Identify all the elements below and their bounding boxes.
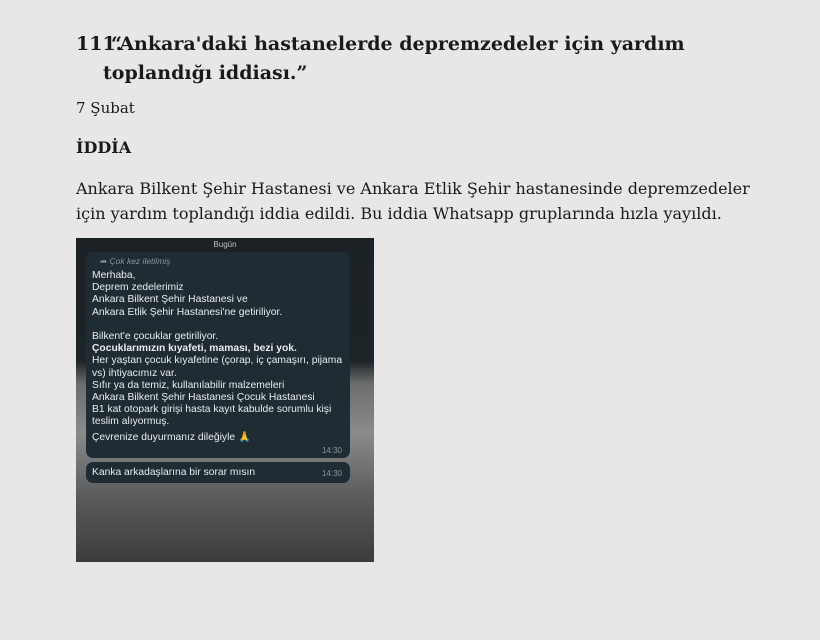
- whatsapp-screenshot: [76, 238, 374, 562]
- reply-bubble: [86, 462, 350, 483]
- heading-line-2: toplandığı iddiası.”: [103, 62, 308, 84]
- message-line: Ankara Etlik Şehir Hastanesi'ne getiriliyor.: [92, 306, 283, 318]
- forwarded-text: Çok kez iletilmiş: [109, 256, 171, 266]
- claim-paragraph: Ankara Bilkent Şehir Hastanesi ve Ankara Etlik Şehir hastanesinde depremzedeler için yardım toplandığı iddia edildi. Bu iddia Whatsapp gruplarında hızla yayıldı.: [76, 179, 750, 223]
- message-line: Her yaştan çocuk kıyafetine (çorap, iç çamaşırı, pijama vs) ihtiyacımız var.: [92, 355, 343, 379]
- message-text: [92, 270, 344, 444]
- message-line: Deprem zedelerimiz: [92, 282, 184, 294]
- reply-time: 14:30: [321, 468, 342, 478]
- message-line: Sıfır ya da temiz, kullanılabilir malzemeleri: [92, 379, 285, 391]
- forward-icon: ➦: [100, 256, 110, 266]
- message-line: Çevrenize duyurmanız dileğiyle 🙏: [92, 431, 251, 443]
- claim-date: 7 Şubat: [76, 99, 135, 117]
- message-line: Bilkent'e çocuklar getiriliyor.: [92, 331, 219, 342]
- message-line: Ankara Bilkent Şehir Hastanesi ve: [92, 294, 248, 306]
- day-label: Bugün: [213, 240, 237, 249]
- message-line: Çocuklarımızın kıyafeti, maması, bezi yok.: [92, 343, 297, 355]
- message-line: B1 kat otopark girişi hasta kayıt kabulde sorumlu kişi teslim alıyormuş.: [92, 404, 332, 428]
- heading-line-1: “Ankara'daki hastanelerde depremzedeler için yardım: [111, 33, 685, 55]
- claim-heading: [76, 30, 716, 88]
- forwarded-label: [100, 256, 344, 267]
- message-time: 14:30: [321, 445, 342, 455]
- message-line: Merhaba,: [92, 270, 136, 281]
- message-bubble: [86, 252, 350, 458]
- reply-text: Kanka arkadaşlarına bir sorar mısın: [92, 466, 256, 478]
- blank-line: [92, 319, 344, 331]
- message-line: Ankara Bilkent Şehir Hastanesi Çocuk Hastanesi: [92, 392, 315, 404]
- claim-number: 111.: [76, 33, 123, 55]
- claim-label: İDDİA: [76, 138, 132, 157]
